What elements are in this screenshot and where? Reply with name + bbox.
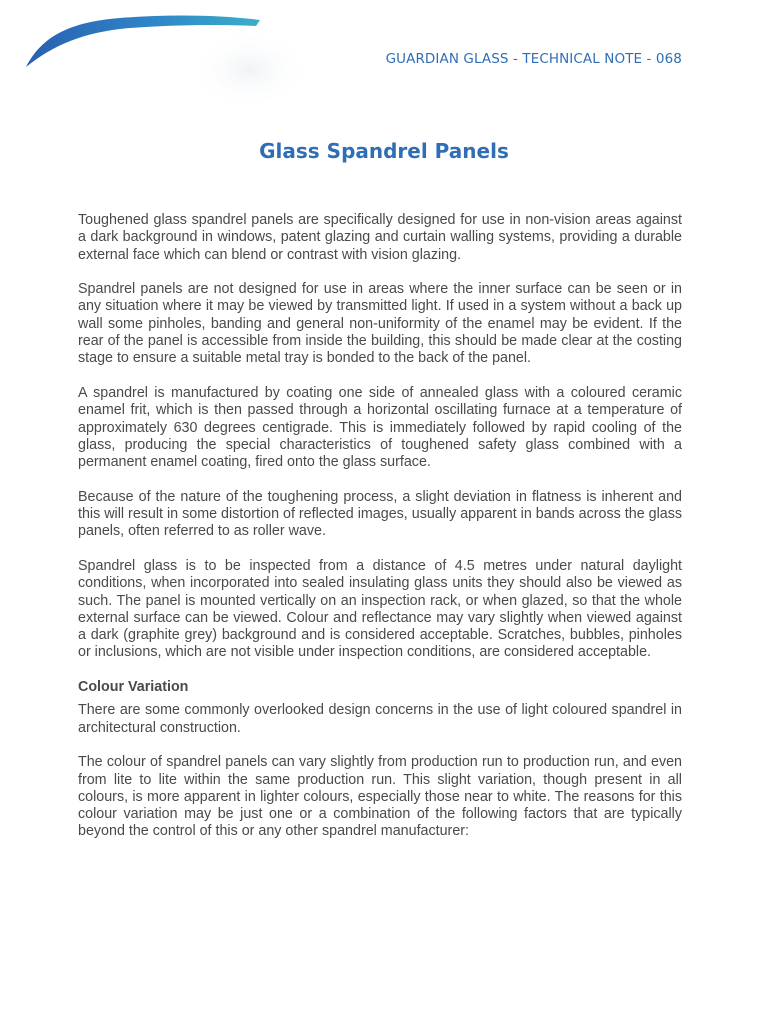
page-title: Glass Spandrel Panels bbox=[259, 139, 509, 163]
paragraph-design-concerns: There are some commonly overlooked design concerns in the use of light coloured spandrel in architectural construction. bbox=[78, 702, 682, 736]
paragraph-manufacturing: A spandrel is manufactured by coating one side of annealed glass with a coloured ceramic enamel frit, which is then passed through a horizontal oscillating furnace at a temperature of approximately 630 degrees centigrade. This is immediately followed by rapid cooling of the glass, producing the special characteristics of toughened safety glass combined with a permanent enamel coating, fired onto the glass surface. bbox=[78, 384, 682, 471]
document-body bbox=[78, 212, 682, 858]
technical-note-header: GUARDIAN GLASS - TECHNICAL NOTE - 068 bbox=[385, 51, 682, 67]
guardian-logo-swoosh bbox=[0, 0, 320, 120]
section-heading-colour-variation: Colour Variation bbox=[78, 679, 189, 696]
paragraph-colour-variation: The colour of spandrel panels can vary slightly from production run to production run, and even from lite to lite within the same production run. This slight variation, though present in all colours, is more apparent in lighter colours, especially those near to white. The reasons for this colour variation may be just one or a combination of the following factors that are typically beyond the control of this or any other spandrel manufacturer: bbox=[78, 754, 682, 840]
paragraph-roller-wave: Because of the nature of the toughening process, a slight deviation in flatness is inherent and this will result in some distortion of reflected images, usually apparent in bands across the glass panels, often referred to as roller wave. bbox=[78, 488, 682, 540]
paragraph-usage-limits: Spandrel panels are not designed for use in areas where the inner surface can be seen or in any situation where it may be viewed by transmitted light. If used in a system without a back up wall some pinholes, banding and general non-uniformity of the enamel may be evident. If the rear of the panel is accessible from inside the building, this should be made clear at the costing stage to ensure a suitable metal tray is bonded to the back of the panel. bbox=[78, 281, 682, 367]
paragraph-intro: Toughened glass spandrel panels are specifically designed for use in non-vision areas against a dark background in windows, patent glazing and curtain walling systems, providing a durable external face which can blend or contrast with vision glazing. bbox=[78, 212, 682, 263]
paragraph-inspection: Spandrel glass is to be inspected from a distance of 4.5 metres under natural daylight conditions, when incorporated into sealed insulating glass units they should also be viewed as such. The panel is mounted vertically on an inspection rack, or when glazed, so that the whole external surface can be viewed. Colour and reflectance may vary slightly when viewed against a dark (graphite grey) background and is considered acceptable. Scratches, bubbles, pinholes or inclusions, which are not visible under inspection conditions, are considered acceptable. bbox=[78, 557, 682, 661]
